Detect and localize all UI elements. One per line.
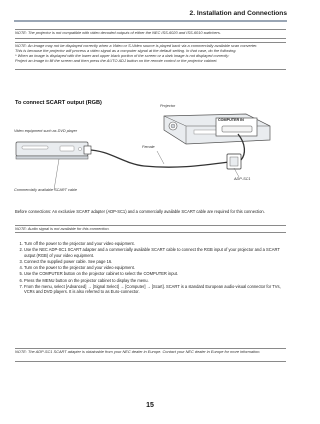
- step-item: 6. Press the MENU button on the projector cabinet to display the menu.: [24, 278, 287, 283]
- page-number: 15: [146, 402, 154, 409]
- section-title: To connect SCART output (RGB): [15, 100, 102, 106]
- step-item: 5. Use the COMPUTER button on the projector cabinet to select the COMPUTER input.: [24, 271, 287, 276]
- note-line: NOTE: An image may not be displayed correctly when a Video or S-Video source is played back via a commercially available scan converter.: [15, 43, 258, 48]
- connection-steps: [15, 241, 287, 296]
- header-rule: [14, 20, 287, 22]
- scart-adapter-illustration: [227, 154, 241, 169]
- note-line: Project an image to fill the screen and then press the AUTO ADJ button on the remote control or the projector cabinet.: [15, 58, 218, 63]
- note-line: * When an image is displayed with the lower and upper black portion of the screen or a dark image is not displayed correctly:: [15, 53, 230, 58]
- audio-note: NOTE: Audio signal is not available for this connection.: [15, 226, 110, 231]
- note-line: This is because the projector will process a video signal as a computer signal at the default setting. In that case, do the following.: [15, 48, 237, 53]
- page-header: [0, 0, 300, 32]
- note-divider: [15, 232, 286, 233]
- compatibility-note: NOTE: The projector is not compatible with video decoded outputs of either the NEC ISS-6020 and ISS-6010 switchers.: [15, 30, 221, 35]
- scan-converter-note: [15, 43, 287, 63]
- computer-in-label: COMPUTER IN: [218, 118, 244, 122]
- adapter-label: ADP-SC1: [234, 177, 251, 181]
- step-item: 3. Connect the supplied power cable. See page 16.: [24, 259, 287, 264]
- step-item: 2. Use the NEC ADP-SC1 SCART adapter and a commercially available SCART cable to connect the RGB input of your projector and a SCART output (RGB) of your video equipment.: [24, 247, 287, 258]
- step-item: 4. Turn on the power to the projector and your video equipment.: [24, 265, 287, 270]
- female-label: Female: [142, 145, 155, 149]
- connection-illustration: [14, 104, 289, 196]
- projector-label: Projector: [160, 104, 176, 108]
- video-equipment-label: Video equipment such as DVD player: [14, 129, 78, 133]
- intro-paragraph: Before connections: An exclusive SCART adapter (ADP-SC1) and a commercially available SCART cable are required for this connection.: [15, 209, 265, 214]
- connection-diagram: [14, 104, 289, 196]
- dvd-player-illustration: [16, 142, 88, 159]
- step-item: 7. From the menu, select [Advanced] → [Signal Select] → [Computer] → [Scart]. SCART is a standard European audio-visual connector for TVs, VCRs and DVD players. It is also referred to as Euro-connector.: [24, 284, 287, 295]
- chapter-title: 2. Installation and Connections: [189, 10, 287, 17]
- step-item: 1. Turn off the power to the projector and your video equipment.: [24, 241, 287, 246]
- projector-illustration: [164, 114, 270, 144]
- adapter-availability-note: NOTE: The ADP-SC1 SCART adapter is obtainable from your NEC dealer in Europe. Contact your NEC dealer in Europe for more information.: [15, 349, 261, 354]
- note-divider: [15, 69, 286, 70]
- scart-cable-label: Commercially available SCART cable: [14, 188, 78, 192]
- note-divider: [15, 38, 286, 39]
- note-divider: [15, 361, 286, 362]
